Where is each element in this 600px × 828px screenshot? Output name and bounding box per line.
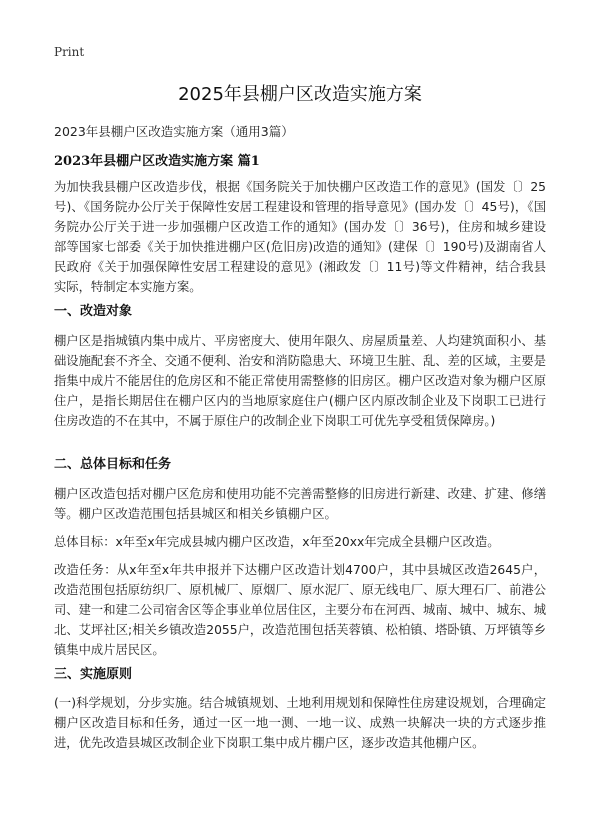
page-title: 2025年县棚户区改造实施方案 (178, 84, 422, 105)
document-subtitle: 2023年县棚户区改造实施方案（通用3篇） (54, 124, 294, 139)
section-paragraph-tasks: 改造任务：从x年至x年共申报并下达棚户区改造计划4700户，其中县城区改造2645户，改造范围包括原纺织厂、原机械厂、原烟厂、原水泥厂、原无线电厂、原大理石厂、前港公司、建一和建二公司宿舍区等企事业单位居住区，主要分布在河西、城南、城中、城东、城北、艾坪社区;相关乡镇改造2055户，改造范围包括芙蓉镇、松柏镇、塔卧镇、万坪镇等乡镇集中成片居民区。 (54, 563, 546, 657)
section-heading-principles: 三、实施原则 (54, 667, 133, 682)
section-heading-targets: 一、改造对象 (54, 304, 133, 319)
print-label: Print (54, 45, 85, 59)
intro-paragraph: 为加快我县棚户区改造步伐，根据《国务院关于加快棚户区改造工作的意见》(国发〔〕25号)、《国务院办公厅关于保障性安居工程建设和管理的指导意见》(国办发〔〕45号)，《国务院办公厅关于进一步加强棚户区改造工作的通知》(国办发〔〕36号)，住房和城乡建设部等国家七部委《关于加快推进棚户区(危旧房)改造的通知》(建保〔〕190号)及湖南省人民政府《关于加强保障性安居工程建设的意见》(湘政发〔〕11号)等文件精神，结合我县实际，特制定本实施方案。 (54, 180, 546, 294)
section-paragraph-targets: 棚户区是指城镇内集中成片、平房密度大、使用年限久、房屋质量差、人均建筑面积小、基础设施配套不齐全、交通不便利、治安和消防隐患大、环境卫生脏、乱、差的区域，主要是指集中成片不能居住的危房区和不能正常使用需整修的旧房区。棚户区改造对象为棚户区原住户，是指长期居住在棚户区内的当地原家庭住户(棚户区内原改制企业及下岗职工已进行住房改造的不在其中，不属于原住户的改制企业下岗职工可优先享受租赁保障房。) (54, 334, 546, 428)
section-paragraph-scope: 棚户区改造包括对棚户区危房和使用功能不完善需整修的旧房进行新建、改建、扩建、修缮等。棚户区改造范围包括县城区和相关乡镇棚户区。 (54, 487, 546, 521)
section-paragraph-principles: (一)科学规划，分步实施。结合城镇规划、土地利用规划和保障性住房建设规划，合理确定棚户区改造目标和任务，通过一区一地一测、一地一议、成熟一块解决一块的方式逐步推进，优先改造县城区改制企业下岗职工集中成片棚户区，逐步改造其他棚户区。 (54, 696, 546, 750)
section-paragraph-overall-goal: 总体目标：x年至x年完成县城内棚户区改造，x年至20xx年完成全县棚户区改造。 (54, 535, 500, 549)
section-heading-goals: 二、总体目标和任务 (54, 457, 172, 472)
article-heading: 2023年县棚户区改造实施方案 篇1 (54, 154, 260, 169)
